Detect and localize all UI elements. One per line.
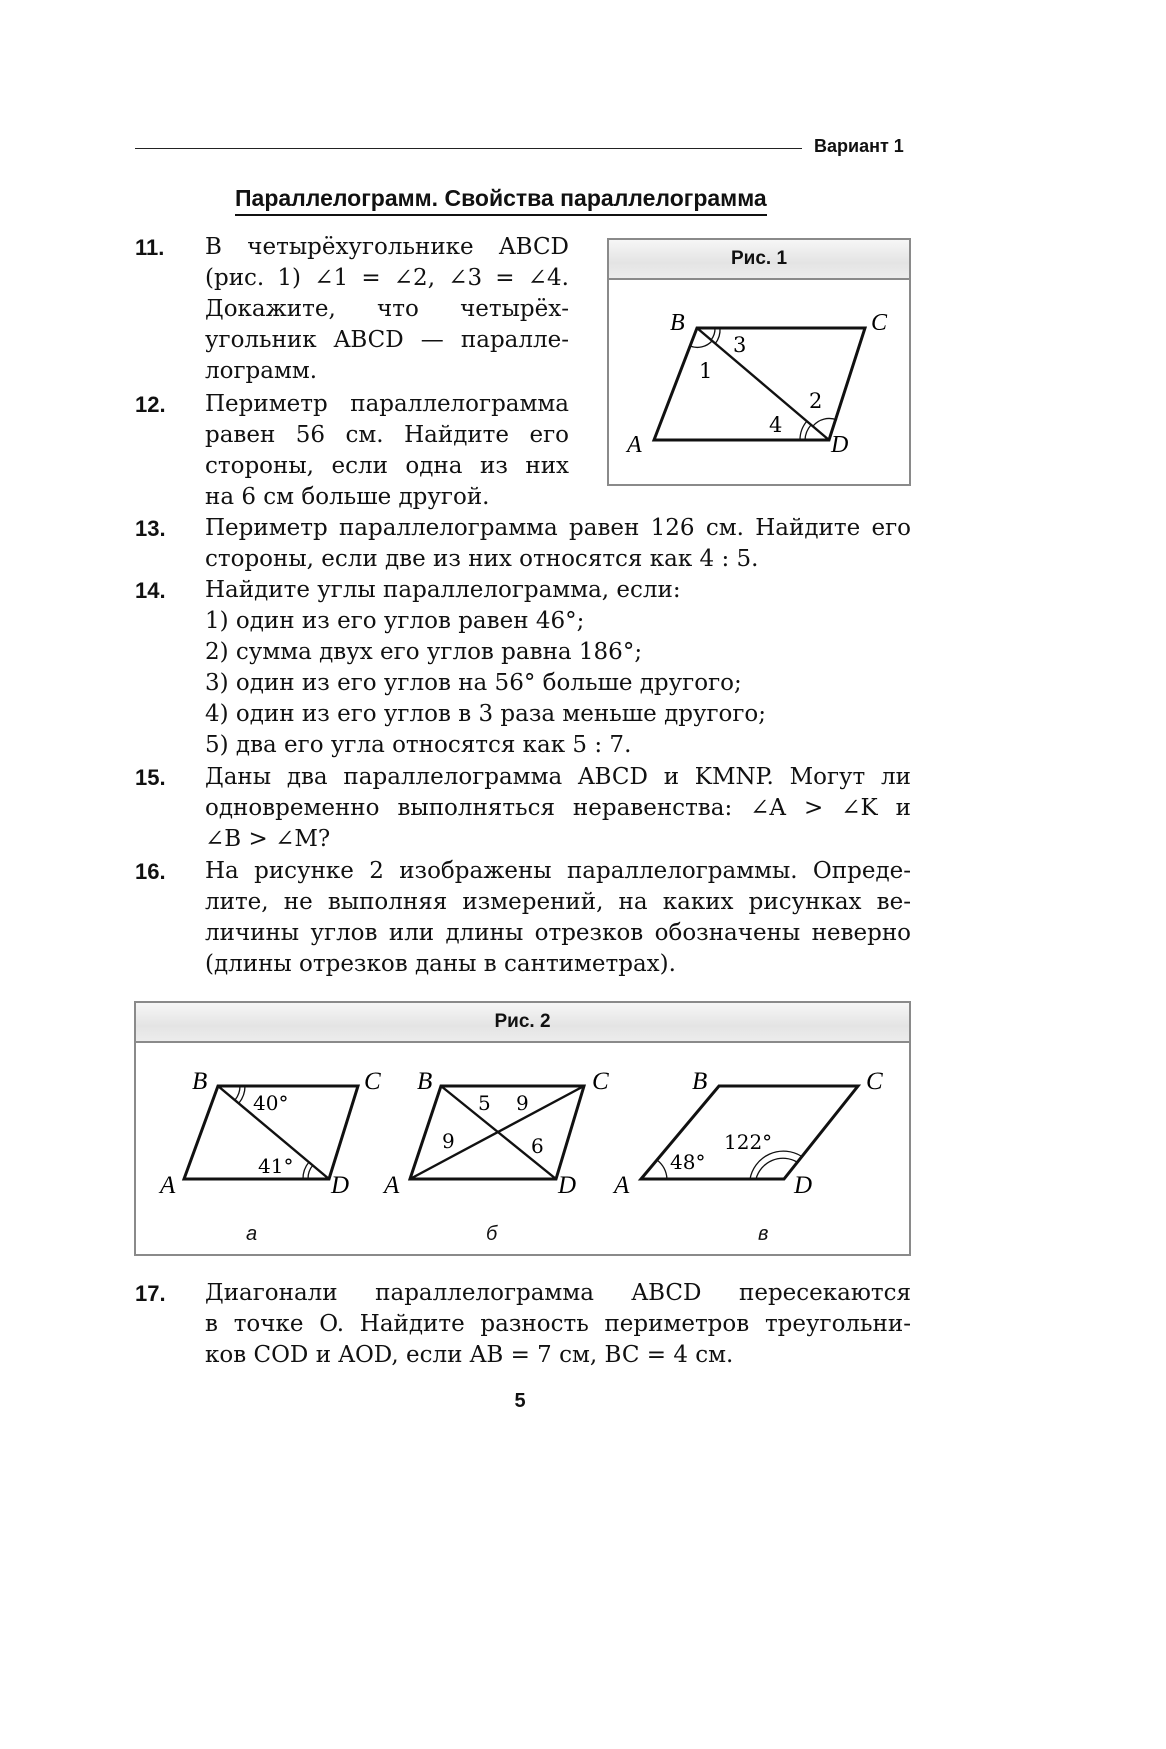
segment-mark: 9 [516, 1091, 529, 1115]
task-subitem: 5) два его угла относятся как 5 : 7. [205, 732, 632, 758]
task-number: 15. [135, 765, 166, 790]
task-text [205, 1278, 911, 1371]
vertex-label-b: B [692, 1068, 708, 1095]
vertex-label-b: B [670, 310, 685, 336]
task-line: угольник ABCD — паралле- [205, 327, 569, 353]
figure-2-title: Рис. 2 [136, 1003, 909, 1043]
task-text [205, 232, 569, 387]
task-text [205, 856, 911, 980]
figure-2a [158, 1068, 381, 1199]
task-number: 11. [135, 235, 165, 260]
figure-2c [612, 1068, 883, 1199]
segment-mark: 9 [442, 1129, 455, 1153]
task-number: 13. [135, 516, 166, 541]
task-subitem: 2) сумма двух его углов равна 186°; [205, 639, 643, 665]
task-line: Даны два параллелограмма ABCD и KMNP. Могут ли [205, 764, 911, 790]
vertex-label-a: A [627, 432, 642, 458]
task-line: стороны, если одна из них [205, 453, 569, 479]
task-line: Периметр параллелограмма равен 126 см. Найдите его [205, 515, 911, 541]
task-line: лите, не выполняя измерений, на каких рисунках ве- [205, 889, 911, 915]
figure-1-diagram [609, 280, 909, 486]
vertex-label-d: D [331, 1172, 350, 1199]
task-line: Диагонали параллелограмма ABCD пересекаются [205, 1280, 911, 1306]
vertex-label-a: A [614, 1172, 630, 1199]
task-line: одновременно выполняться неравенства: ∠A > ∠K и [205, 795, 911, 821]
task-subitem: 1) один из его углов равен 46°; [205, 608, 585, 634]
angle-label-1: 1 [699, 359, 713, 383]
task-line: на 6 см больше другой. [205, 484, 490, 510]
angle-mark: 40° [253, 1091, 289, 1115]
vertex-label-a: A [160, 1172, 176, 1199]
segment-mark: 5 [478, 1091, 491, 1115]
task-subitem: 3) один из его углов на 56° больше другого; [205, 670, 742, 696]
task-text [205, 389, 569, 513]
task-text [205, 762, 911, 855]
task-text [205, 575, 911, 761]
task-line: ков COD и AOD, если AB = 7 см, BC = 4 см. [205, 1342, 734, 1368]
vertex-label-d: D [794, 1172, 813, 1199]
task-line: (длины отрезков даны в сантиметрах). [205, 951, 676, 977]
figure-2a-label: а [246, 1223, 258, 1245]
angle-label-3: 3 [733, 333, 747, 357]
angle-mark: 122° [724, 1130, 773, 1154]
task-number: 14. [135, 578, 166, 603]
task-line: Докажите, что четырёх- [205, 296, 569, 322]
vertex-label-b: B [417, 1068, 433, 1095]
figure-2 [134, 1001, 911, 1256]
angle-label-4: 4 [769, 413, 783, 437]
task-line: стороны, если две из них относятся как 4 : 5. [205, 546, 759, 572]
task-number: 17. [135, 1281, 166, 1306]
task-line: личины углов или длины отрезков обозначены неверно [205, 920, 911, 946]
vertex-label-c: C [866, 1068, 883, 1095]
vertex-label-c: C [364, 1068, 381, 1095]
variant-label: Вариант 1 [814, 136, 904, 156]
task-number: 12. [135, 392, 166, 417]
task-line: (рис. 1) ∠1 = ∠2, ∠3 = ∠4. [205, 265, 569, 291]
figure-2b-label: б [486, 1223, 498, 1245]
vertex-label-d: D [831, 432, 849, 458]
angle-mark: 48° [670, 1150, 706, 1174]
task-number: 16. [135, 859, 166, 884]
vertex-label-c: C [871, 310, 888, 336]
segment-mark: 6 [531, 1134, 544, 1158]
vertex-label-b: B [192, 1068, 208, 1095]
task-line: Найдите углы параллелограмма, если: [205, 577, 681, 603]
angle-label-2: 2 [809, 389, 823, 413]
vertex-label-d: D [558, 1172, 577, 1199]
figure-1-title: Рис. 1 [609, 240, 909, 280]
figure-2b [382, 1068, 609, 1199]
angle-mark: 41° [258, 1154, 294, 1178]
task-text [205, 513, 911, 575]
task-line: ∠B > ∠M? [205, 826, 331, 852]
task-line: лограмм. [205, 358, 318, 384]
task-line: На рисунке 2 изображены параллелограммы. Опреде- [205, 858, 911, 884]
task-subitem: 4) один из его углов в 3 раза меньше другого; [205, 701, 767, 727]
task-line: В четырёхугольнике ABCD [205, 234, 569, 260]
figure-2c-label: в [758, 1223, 769, 1245]
page-number: 5 [514, 1390, 526, 1412]
header-rule [135, 148, 802, 149]
vertex-label-c: C [592, 1068, 609, 1095]
figure-1 [607, 238, 911, 486]
task-line: равен 56 см. Найдите его [205, 422, 569, 448]
task-line: в точке O. Найдите разность периметров треугольни- [205, 1311, 911, 1337]
task-line: Периметр параллелограмма [205, 391, 569, 417]
vertex-label-a: A [384, 1172, 400, 1199]
section-title: Параллелограмм. Свойства параллелограмма [235, 185, 767, 216]
